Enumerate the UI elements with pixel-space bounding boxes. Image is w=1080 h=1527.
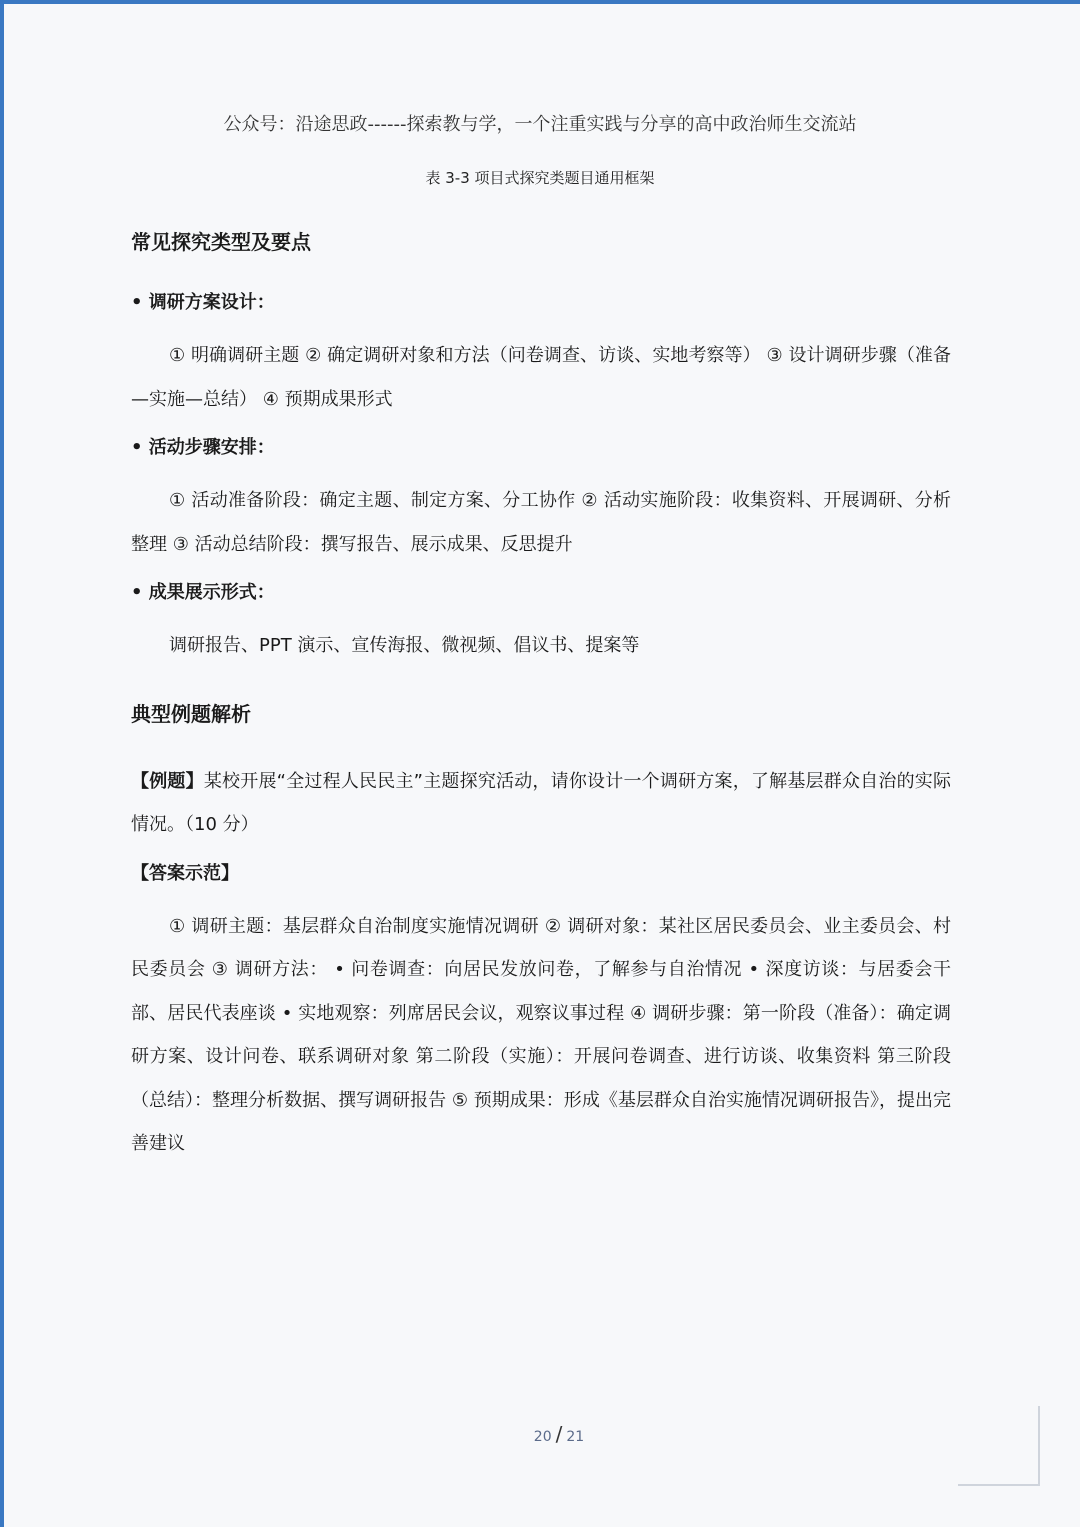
section-title-types: 常见探究类型及要点 xyxy=(131,230,311,254)
example-label: 【例题】 xyxy=(131,770,204,792)
current-page: 20 xyxy=(533,1429,552,1445)
activity-steps-text: ① 活动准备阶段：确定主题、制定方案、分工协作 ② 活动实施阶段：收集资料、开展调研、分析整理 ③ 活动总结阶段：撰写报告、展示成果、反思提升 xyxy=(131,490,951,555)
heading-activity-steps: • 活动步骤安排： xyxy=(131,437,275,458)
account-header: 公众号：沿途思政------探索教与学，一个注重实践与分享的高中政治师生交流站 xyxy=(223,114,857,135)
page-number xyxy=(0,1422,1080,1446)
page-corner-mark xyxy=(958,1406,1040,1486)
table-caption: 表 3-3 项目式探究类题目通用框架 xyxy=(425,169,655,187)
answer-title: 【答案示范】 xyxy=(131,862,239,884)
survey-design-text: ① 明确调研主题 ② 确定调研对象和方法（问卷调查、访谈、实地考察等） ③ 设计调研步骤（准备—实施—总结） ④ 预期成果形式 xyxy=(131,345,951,410)
section-title-examples: 典型例题解析 xyxy=(131,701,251,726)
result-forms-text: 调研报告、PPT 演示、宣传海报、微视频、倡议书、提案等 xyxy=(169,635,640,656)
example-text: 某校开展“全过程人民民主”主题探究活动，请你设计一个调研方案，了解基层群众自治的实际情况。（10 分） xyxy=(131,770,952,835)
total-pages: 21 xyxy=(566,1429,585,1445)
heading-result-forms: • 成果展示形式： xyxy=(131,582,275,603)
page-content xyxy=(131,222,951,1178)
heading-survey-design: • 调研方案设计： xyxy=(131,292,275,313)
example-question xyxy=(131,760,951,847)
answer-text: ① 调研主题：基层群众自治制度实施情况调研 ② 调研对象：某社区居民委员会、业主委员会、村民委员会 ③ 调研方法： • 问卷调查：向居民发放问卷，了解参与自治情况 • 深度访谈：与居委会干部、居民代表座谈 • 实地观察：列席居民会议，观察议事过程 ④ 调研步骤：第一阶段（准备）：确定调研方案、设计问卷、联系调研对象 第二阶段（实施）：开展问卷调查、进行访谈、收集资料 第三阶段（总结）：整理分析数据、撰写调研报告 ⑤ 预期成果：形成《基层群众自治实施情况调研报告》，提出完善建议 xyxy=(131,915,951,1154)
page-separator: / xyxy=(555,1422,563,1446)
